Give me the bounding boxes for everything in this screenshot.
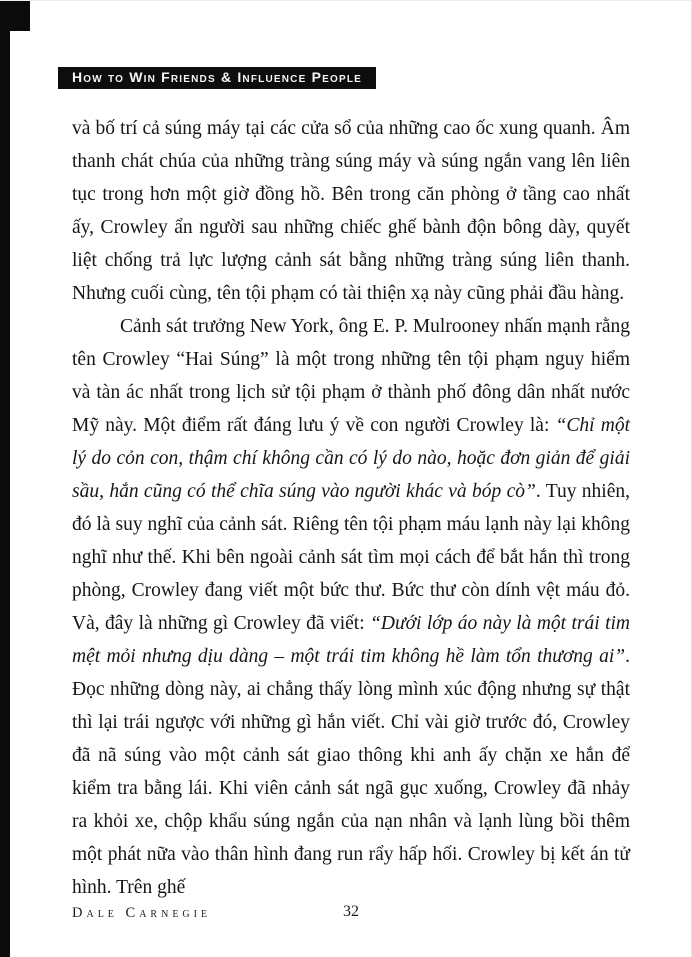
quoted-letter-italic: “Dưới lớp áo này là một trái tim mệt mỏi nhưng dịu dàng – một trái tim không hề làm tổn thương ai” [72, 613, 630, 667]
quoted-letter-italic: “Chỉ một lý do cỏn con, thậm chí không cần có lý do nào, hoặc đơn giản để giải sầu, hắn cũng có thể chĩa súng vào người khác và bóp cò” [72, 415, 630, 502]
page-footer [72, 903, 630, 921]
book-title: How to Win Friends & Influence People [72, 69, 362, 85]
running-header [58, 67, 376, 89]
top-left-corner-block [0, 1, 30, 31]
page-body [72, 112, 630, 904]
author-name: Dale Carnegie [72, 905, 212, 921]
text-segment: . Tuy nhiên, đó là suy nghĩ của cảnh sát. Riêng tên tội phạm máu lạnh này lại không nghĩ như thế. Khi bên ngoài cảnh sát tìm mọi cách để bắt hắn thì trong phòng, Crowley đang viết một bức thư. Bức thư còn dính vệt máu đỏ. Và, đây là những gì Crowley đã viết: [72, 481, 630, 634]
left-binding-stripe [0, 1, 10, 957]
paragraph-1: và bố trí cả súng máy tại các cửa sổ của những cao ốc xung quanh. Âm thanh chát chúa của những tràng súng máy và súng ngắn vang lên liên tục trong hơn một giờ đồng hồ. Bên trong căn phòng ở tầng cao nhất ấy, Crowley ẩn người sau những chiếc ghế bành độn bông dày, quyết liệt chống trả lực lượng cảnh sát bằng những tràng súng liên thanh. Nhưng cuối cùng, tên tội phạm có tài thiện xạ này cũng phải đầu hàng. [72, 118, 630, 304]
page-number: 32 [343, 903, 359, 920]
text-segment: Cảnh sát trưởng New York, ông E. P. Mulrooney nhấn mạnh rằng tên Crowley “Hai Súng” là một trong những tên tội phạm nguy hiểm và tàn ác nhất trong lịch sử tội phạm ở thành phố đông dân nhất nước Mỹ này. Một điểm rất đáng lưu ý về con người Crowley là: [72, 316, 630, 436]
paragraph-2 [72, 310, 630, 904]
text-segment: . Đọc những dòng này, ai chẳng thấy lòng mình xúc động nhưng sự thật thì lại trái ngược với những gì hắn viết. Chỉ vài giờ trước đó, Crowley đã nã súng vào một cảnh sát giao thông khi anh ấy chặn xe hắn để kiểm tra bằng lái. Khi viên cảnh sát ngã gục xuống, Crowley đã nhảy ra khỏi xe, chộp khẩu súng ngắn của nạn nhân và lạnh lùng bồi thêm một phát nữa vào thân hình đang run rẩy hấp hối. Crowley bị kết án tử hình. Trên ghế [72, 646, 630, 898]
